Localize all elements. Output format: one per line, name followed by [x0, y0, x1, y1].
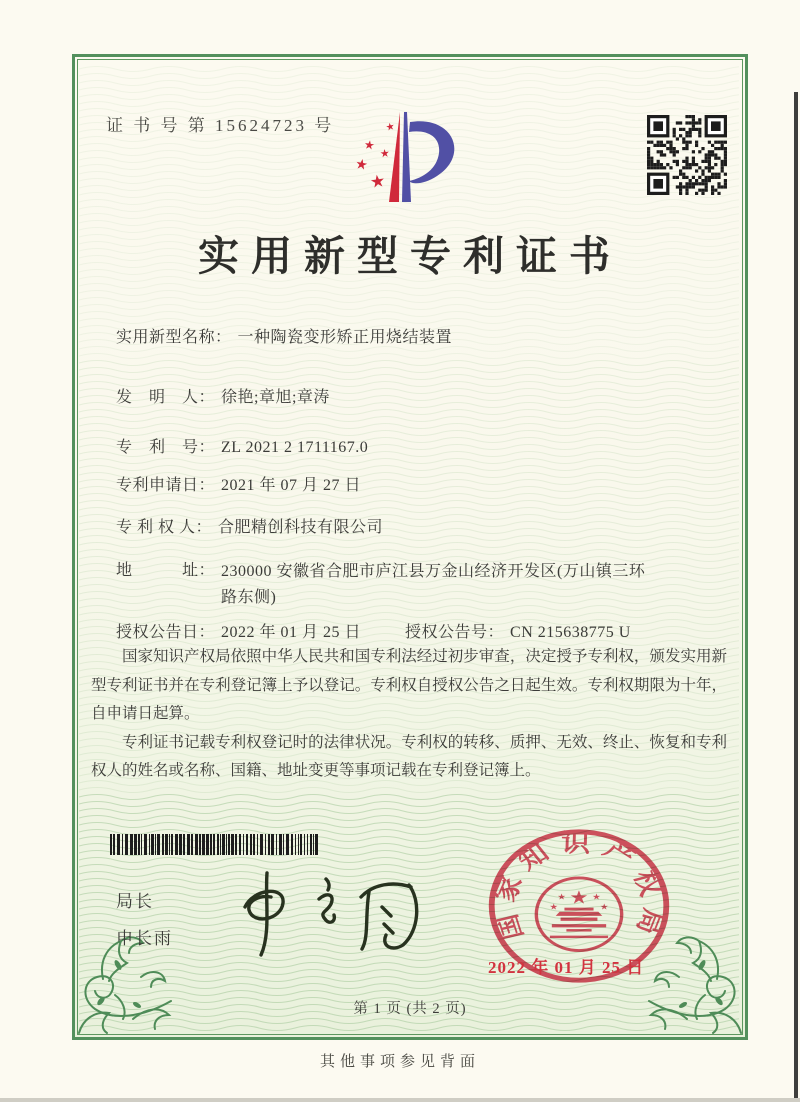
field-label: 授权公告日： [116, 624, 216, 641]
field-row-patentee [116, 516, 719, 539]
legal-text [91, 643, 727, 786]
field-label: 地 址： [116, 562, 216, 579]
cnipa-logo-mark [331, 107, 481, 222]
field-value: 2022 年 01 月 25 日 [221, 624, 362, 641]
field-label: 实用新型名称： [116, 329, 232, 346]
emblem-star-icon: ★ [592, 892, 601, 903]
emblem-star-icon: ★ [557, 892, 566, 903]
field-row-inventors [116, 386, 719, 409]
director-title: 局长 [116, 892, 154, 911]
field-row-address [116, 559, 719, 611]
field-value: 230000 安徽省合肥市庐江县万金山经济开发区(万山镇三环路东侧) [221, 563, 646, 606]
field-row-filing-date [116, 474, 719, 497]
certificate-number: 证 书 号 第 15624723 号 [106, 116, 335, 135]
scan-edge [0, 1098, 800, 1102]
field-value: CN 215638775 U [510, 624, 631, 641]
emblem-star-icon: ★ [549, 902, 559, 913]
qr-code [647, 115, 727, 195]
field-list [116, 326, 719, 644]
director-signature [221, 853, 436, 965]
legal-paragraph: 专利证书记载专利权登记时的法律状况。专利权的转移、质押、无效、终止、恢复和专利权人的姓名或名称、国籍、地址变更等事项记载在专利登记簿上。 [91, 733, 727, 779]
field-label: 专 利 权 人： [116, 519, 213, 536]
field-value: 合肥精创科技有限公司 [218, 519, 384, 536]
barcode [110, 834, 324, 855]
logo-star-icon: ★ [353, 157, 369, 174]
field-row-grant [116, 621, 719, 644]
legal-paragraph: 国家知识产权局依照中华人民共和国专利法经过初步审查，决定授予专利权，颁发实用新型专利证书并在专利登记簿上予以登记。专利权自授权公告之日起生效。专利权期限为十年，自申请日起算。 [91, 648, 727, 722]
logo-star-icon: ★ [384, 121, 396, 134]
field-value: 徐艳;章旭;章涛 [221, 389, 330, 406]
certificate-title: 实用新型专利证书 [198, 233, 622, 279]
back-side-note: 其他事项参见背面 [319, 1054, 480, 1070]
certificate-border [72, 54, 748, 1040]
field-label: 发 明 人： [116, 389, 216, 406]
director-name: 申长雨 [116, 929, 173, 948]
field-value: 2021 年 07 月 27 日 [221, 477, 362, 494]
logo-star-icon: ★ [363, 137, 376, 153]
field-label: 专 利 号： [116, 439, 216, 456]
field-value: 一种陶瓷变形矫正用烧结装置 [237, 329, 453, 346]
cnipa-logo [331, 107, 481, 222]
field-label: 授权公告号： [405, 624, 505, 641]
scan-edge [794, 92, 798, 1102]
emblem-star-icon: ★ [599, 902, 609, 913]
logo-star-icon: ★ [379, 147, 391, 161]
field-value: ZL 2021 2 1711167.0 [221, 439, 369, 456]
seal-ring-text: 国家知识产权局 [487, 829, 671, 947]
field-label: 专利申请日： [116, 477, 216, 494]
field-row-patent-number [116, 436, 719, 459]
page-number: 第 1 页 (共 2 页) [353, 1001, 467, 1017]
seal-date: 2022 年 01 月 25 日 [488, 958, 645, 977]
field-row-name [116, 326, 719, 349]
emblem-star-icon: ★ [569, 887, 589, 909]
logo-star-icon: ★ [368, 171, 387, 192]
